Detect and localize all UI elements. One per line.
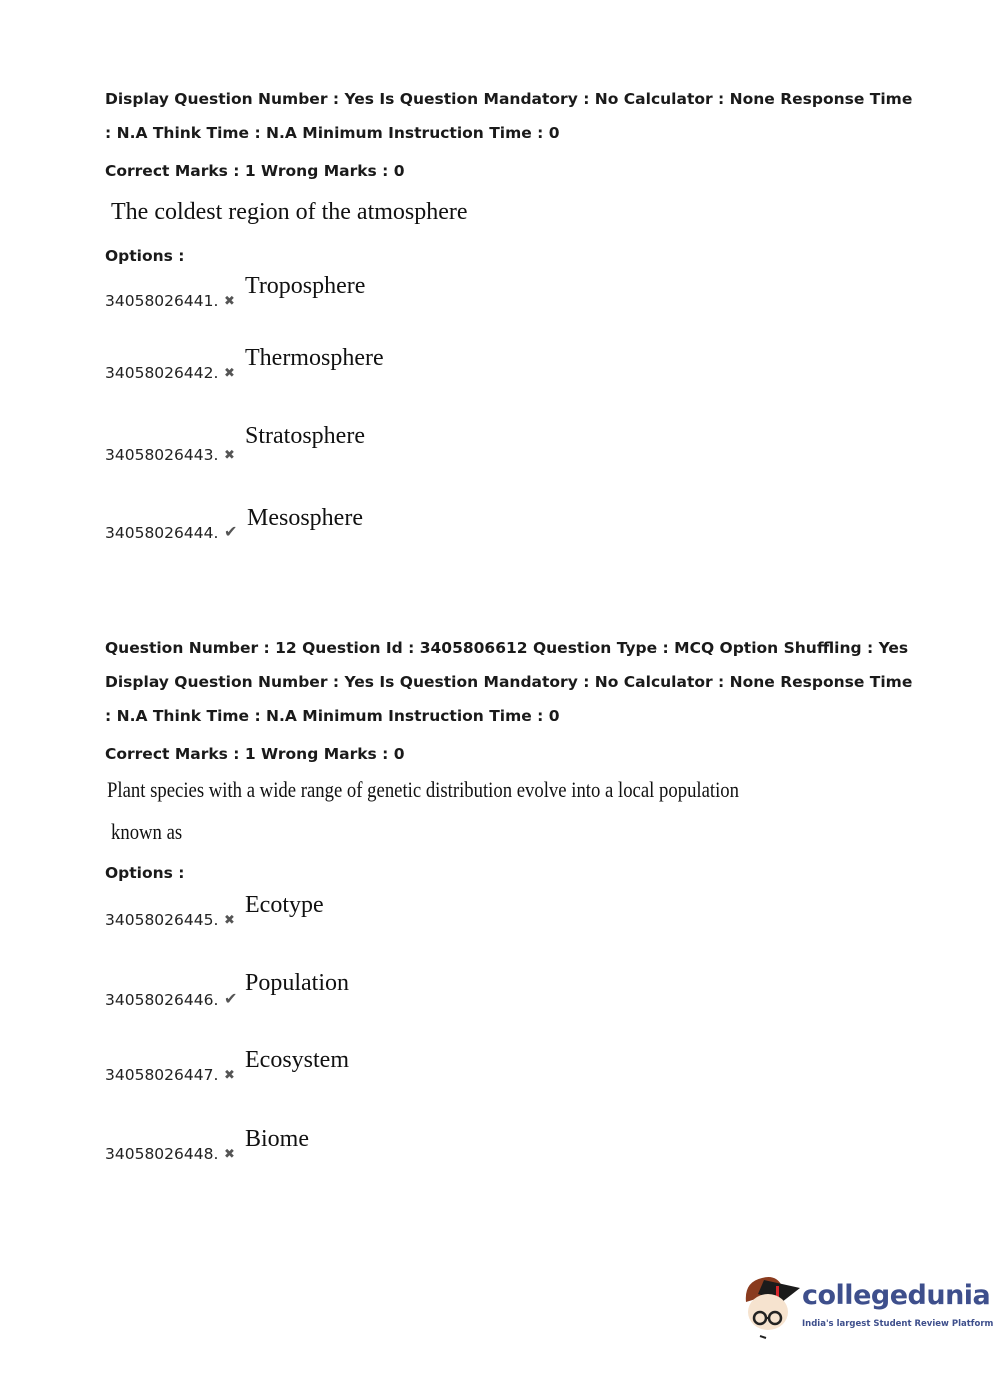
question-text: The coldest region of the atmosphere xyxy=(111,199,468,225)
option-id: 34058026442. xyxy=(105,364,219,382)
option-text: Thermosphere xyxy=(245,345,384,371)
option-id: 34058026441. xyxy=(105,292,219,310)
question-text: known as xyxy=(111,819,183,844)
option-text: Mesosphere xyxy=(247,505,363,531)
logo-tagline: India's largest Student Review Platform xyxy=(802,1319,994,1329)
option-id: 34058026443. xyxy=(105,446,219,464)
cross-icon: ✖ xyxy=(224,913,235,928)
cross-icon: ✖ xyxy=(224,1068,235,1083)
question-marks: Correct Marks : 1 Wrong Marks : 0 xyxy=(105,162,405,180)
option-text: Ecosystem xyxy=(245,1047,349,1073)
cross-icon: ✖ xyxy=(224,294,235,309)
mascot-icon xyxy=(742,1272,802,1342)
option-id: 34058026444. xyxy=(105,524,219,542)
check-icon: ✔ xyxy=(224,989,238,1008)
option-text: Population xyxy=(245,970,350,996)
option-text: Stratosphere xyxy=(245,423,365,449)
option-id: 34058026445. xyxy=(105,911,219,929)
question-meta: : N.A Think Time : N.A Minimum Instruction Time : 0 xyxy=(105,707,560,725)
question-meta: Question Number : 12 Question Id : 3405806612 Question Type : MCQ Option Shuffling : Yes xyxy=(105,639,909,657)
option-text: Ecotype xyxy=(245,892,324,918)
question-text: Plant species with a wide range of genetic distribution evolve into a local population xyxy=(107,777,740,802)
option-id: 34058026446. xyxy=(105,991,219,1009)
options-label: Options : xyxy=(105,864,185,882)
option-id: 34058026447. xyxy=(105,1066,219,1084)
option-text: Biome xyxy=(245,1126,309,1152)
cross-icon: ✖ xyxy=(224,448,235,463)
option-id: 34058026448. xyxy=(105,1145,219,1163)
option-text: Troposphere xyxy=(245,273,366,299)
question-meta: : N.A Think Time : N.A Minimum Instruction Time : 0 xyxy=(105,124,560,142)
logo-name: collegedunia xyxy=(802,1280,991,1311)
question-meta: Display Question Number : Yes Is Question Mandatory : No Calculator : None Response Time xyxy=(105,90,913,108)
cross-icon: ✖ xyxy=(224,366,235,381)
question-meta: Display Question Number : Yes Is Question Mandatory : No Calculator : None Response Time xyxy=(105,673,913,691)
check-icon: ✔ xyxy=(224,522,238,541)
options-label: Options : xyxy=(105,247,185,265)
cross-icon: ✖ xyxy=(224,1147,235,1162)
collegedunia-logo xyxy=(742,1272,994,1342)
question-marks: Correct Marks : 1 Wrong Marks : 0 xyxy=(105,745,405,763)
